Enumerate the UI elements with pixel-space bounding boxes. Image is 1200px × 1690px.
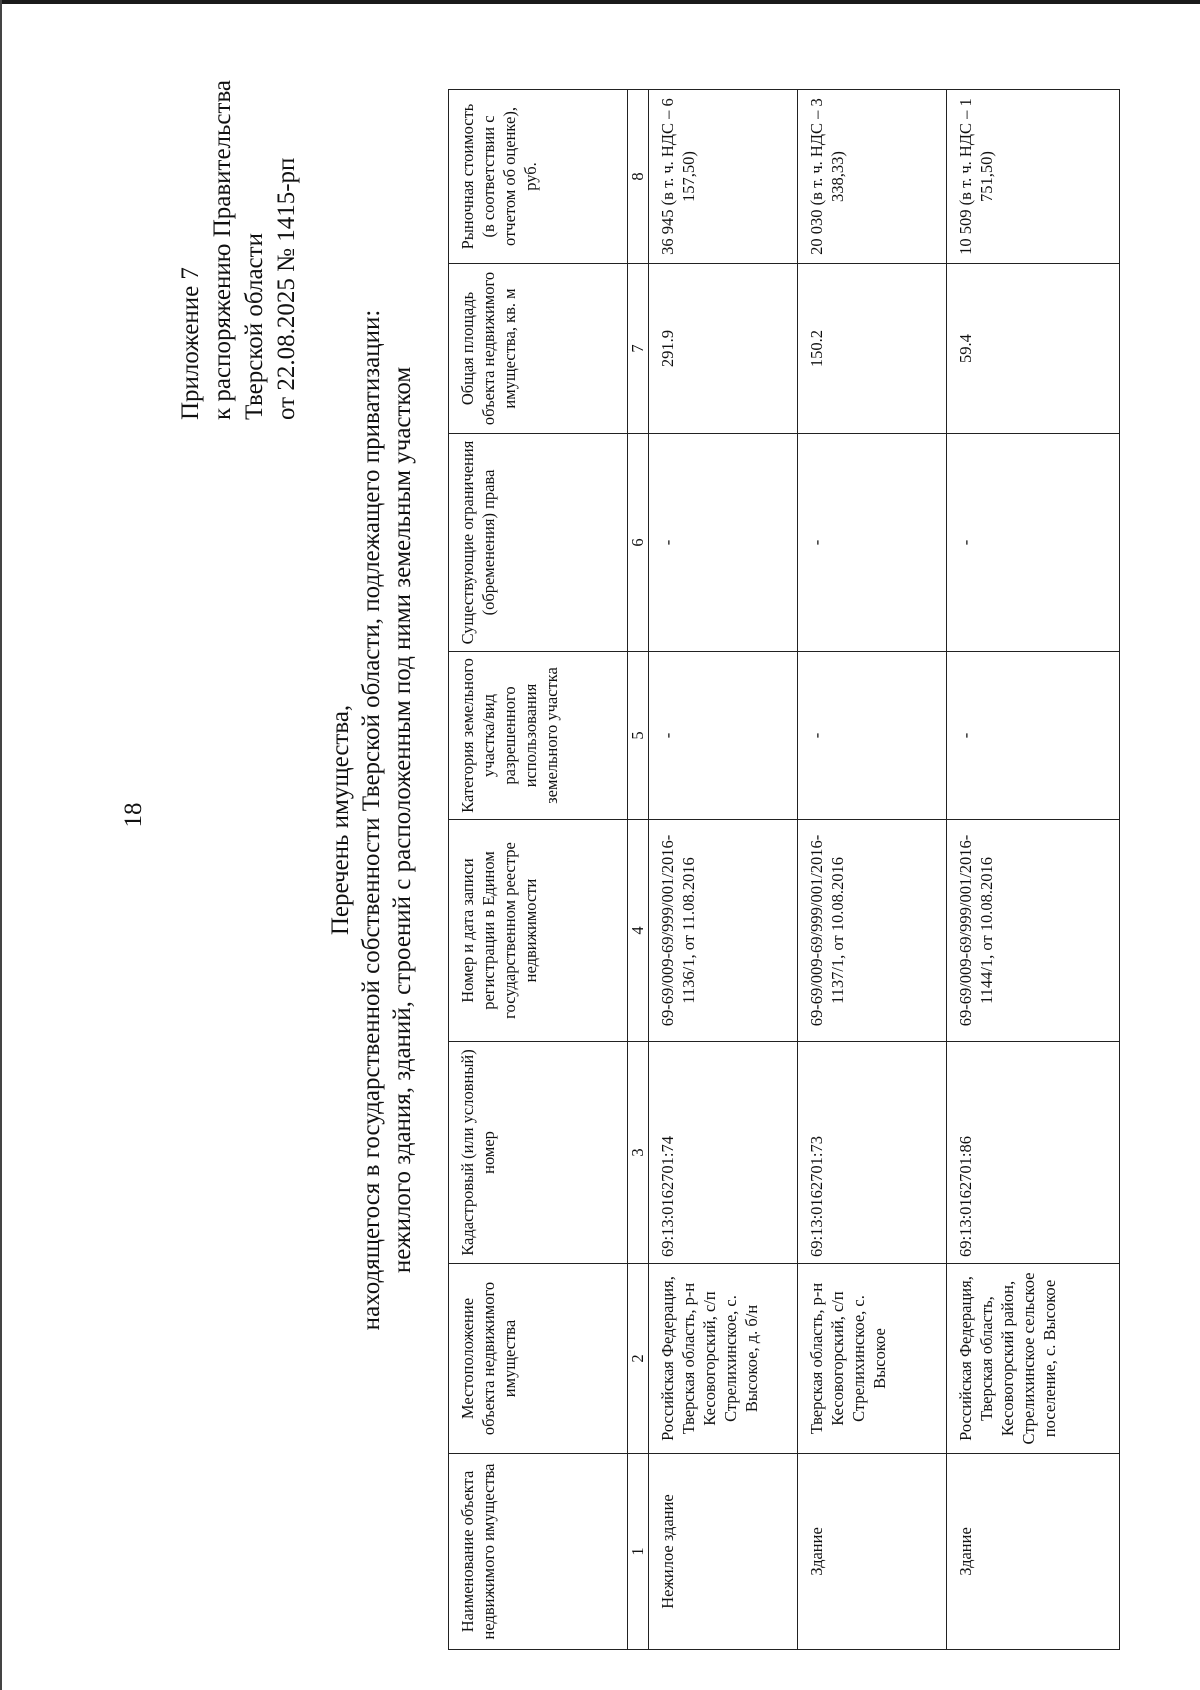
area-cell: 59.4 <box>947 264 1120 434</box>
table-header-cell: Общая площадь объекта недвижимого имущества, кв. м <box>449 264 628 434</box>
object-name-cell: Здание <box>947 1454 1120 1650</box>
area-cell: 291.9 <box>649 264 798 434</box>
registration-cell: 69-69/009-69/999/001/2016-1144/1, от 10.08.2016 <box>947 820 1120 1042</box>
location-cell: Тверская область, р-н Кесовогорский, с/п Стрелихинское, с. Высокое <box>798 1264 947 1454</box>
column-number: 7 <box>628 264 649 434</box>
appendix-line: к распоряжению Правительства <box>209 79 236 420</box>
title-line: Перечень имущества, <box>327 704 354 936</box>
market-value-cell: 36 945 (в т. ч. НДС – 6 157,50) <box>649 90 798 264</box>
column-number: 4 <box>628 820 649 1042</box>
registration-cell: 69-69/009-69/999/001/2016-1137/1, от 10.08.2016 <box>798 820 947 1042</box>
property-table <box>448 89 1120 1650</box>
table-header-cell: Рыночная стоимость (в соответствии с отчетом об оценке), руб. <box>449 90 628 264</box>
restrictions-cell: - <box>947 434 1120 652</box>
land-category-cell: - <box>649 652 798 820</box>
object-name-cell: Нежилое здание <box>649 1454 798 1650</box>
registration-cell: 69-69/009-69/999/001/2016-1136/1, от 11.08.2016 <box>649 820 798 1042</box>
table-row <box>649 90 798 1650</box>
cadastral-number-cell: 69:13:0162701:73 <box>798 1042 947 1264</box>
table-row <box>798 90 947 1650</box>
column-number: 6 <box>628 434 649 652</box>
cadastral-number-cell: 69:13:0162701:86 <box>947 1042 1120 1264</box>
appendix-line: Приложение 7 <box>177 267 204 420</box>
market-value-cell: 10 509 (в т. ч. НДС – 1 751,50) <box>947 90 1120 264</box>
restrictions-cell: - <box>649 434 798 652</box>
title-line: находящегося в государственной собственности Тверской области, подлежащего приватизации: <box>358 309 385 1331</box>
object-name-cell: Здание <box>798 1454 947 1650</box>
table-header-cell: Местоположение объекта недвижимого имущества <box>449 1264 628 1454</box>
appendix-line: от 22.08.2025 № 1415-рп <box>273 157 300 420</box>
column-number: 1 <box>628 1454 649 1650</box>
table-header-cell: Существующие ограничения (обременения) права <box>449 434 628 652</box>
table-header-cell: Номер и дата записи регистрации в Едином государственном реестре недвижимости <box>449 820 628 1042</box>
location-cell: Российская Федерация, Тверская область, р-н Кесовогорский, с/п Стрелихинское, с. Высокое, д. б/н <box>649 1264 798 1454</box>
column-number: 5 <box>628 652 649 820</box>
page-number: 18 <box>120 802 147 828</box>
table-header-cell: Наименование объекта недвижимого имущества <box>449 1454 628 1650</box>
table-row <box>947 90 1120 1650</box>
appendix-block <box>175 0 303 420</box>
land-category-cell: - <box>798 652 947 820</box>
title-line: нежилого здания, зданий, строений с расположенным под ними земельным участком <box>389 366 416 1274</box>
area-cell: 150.2 <box>798 264 947 434</box>
table-header-cell: Кадастровый (или условный) номер <box>449 1042 628 1264</box>
table-header-row <box>449 90 628 1650</box>
column-number-row <box>628 90 649 1650</box>
appendix-line: Тверской области <box>241 233 268 420</box>
column-number: 2 <box>628 1264 649 1454</box>
document-title <box>325 200 418 1440</box>
market-value-cell: 20 030 (в т. ч. НДС – 3 338,33) <box>798 90 947 264</box>
land-category-cell: - <box>947 652 1120 820</box>
location-cell: Российская Федерация, Тверская область, Кесовогорский район, Стрелихинское сельское поселение, с. Высокое <box>947 1264 1120 1454</box>
restrictions-cell: - <box>798 434 947 652</box>
column-number: 3 <box>628 1042 649 1264</box>
column-number: 8 <box>628 90 649 264</box>
cadastral-number-cell: 69:13:0162701:74 <box>649 1042 798 1264</box>
table-header-cell: Категория земельного участка/вид разрешенного использования земельного участка <box>449 652 628 820</box>
